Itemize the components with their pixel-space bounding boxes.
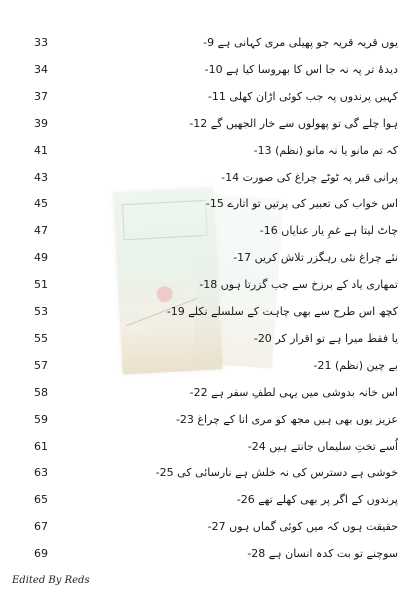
toc-entry-number: 27- (207, 520, 226, 534)
toc-page-number: 69 (34, 547, 48, 561)
toc-entry (168, 168, 398, 188)
toc-row[interactable] (0, 221, 420, 241)
toc-page-number: 55 (34, 331, 48, 345)
toc-page-number: 43 (34, 170, 48, 184)
toc-entry-number: 22- (189, 385, 208, 399)
toc-page-number: 65 (34, 493, 48, 507)
toc-entry-title: اس خواب کی تعبیر کی پرتیں تو اتارے (227, 197, 398, 211)
toc-row[interactable] (0, 275, 420, 295)
toc-entry (168, 87, 398, 107)
toc-entry-number: 26- (236, 493, 255, 507)
toc-row[interactable] (0, 168, 420, 188)
toc-row[interactable] (0, 87, 420, 107)
toc-entry (168, 275, 398, 295)
toc-page-number: 33 (34, 36, 48, 49)
toc-entry-title: نئے چراغ نئی رہگزر تلاش کریں (254, 251, 398, 265)
toc-entry-title: خوشی ہے دسترس کی نہ خلش ہے نارسائی کی (177, 466, 398, 480)
toc-entry (168, 356, 398, 376)
toc-page-number: 57 (34, 358, 48, 372)
toc-entry (168, 221, 398, 241)
toc-entry-title: سوچنے تو بت کدہ انسان ہے (268, 547, 398, 561)
toc-page-number: 58 (34, 385, 48, 399)
toc-entry-number: 15- (205, 197, 224, 211)
toc-entry-title: یوں قریہ قریہ جو پھیلی مری کہانی ہے (217, 36, 398, 49)
toc-entry-number: 25- (155, 466, 174, 480)
toc-entry-number: 19- (166, 305, 185, 318)
toc-entry (168, 437, 398, 457)
toc-page-number: 61 (34, 439, 48, 453)
toc-row[interactable] (0, 329, 420, 349)
toc-row[interactable] (0, 356, 420, 376)
toc-row[interactable] (0, 141, 420, 161)
toc-entry-number: 18- (199, 278, 218, 292)
toc-row[interactable] (0, 33, 420, 53)
toc-row[interactable] (0, 60, 420, 80)
toc-page-number: 34 (34, 62, 48, 76)
toc-page-number: 67 (34, 520, 48, 534)
toc-entry-number: 11- (207, 89, 226, 103)
toc-entry-title: چاٹ لیتا ہے غمِ یار عنایاں (281, 224, 398, 238)
toc-entry-number: 21- (313, 358, 332, 372)
toc-entry (168, 60, 398, 80)
toc-row[interactable] (0, 248, 420, 268)
editor-credit: Edited By Reds (12, 575, 90, 586)
toc-entry-number: 9- (203, 36, 215, 49)
toc-entry-title: اس خانہ بدوشی میں یہی لطفِ سفر ہے (211, 385, 398, 399)
toc-entry-number: 28- (247, 547, 266, 561)
toc-entry-number: 24- (247, 439, 266, 453)
toc-page-number: 47 (34, 224, 48, 238)
toc-row[interactable] (0, 437, 420, 457)
toc-entry-number: 20- (253, 331, 272, 345)
toc-row[interactable] (0, 517, 420, 537)
toc-row[interactable] (0, 114, 420, 134)
toc-entry-number: 13- (253, 143, 272, 157)
toc-entry-title: یا فقط میرا ہے تو اقرار کر (275, 331, 398, 345)
toc-page-number: 63 (34, 466, 48, 480)
toc-entry (168, 490, 398, 510)
toc-row[interactable] (0, 194, 420, 214)
toc-entry-title: تمھاری یاد کے برزخ سے جب گزرتا ہوں (220, 278, 398, 292)
toc-row[interactable] (0, 544, 420, 564)
toc-entry (168, 517, 398, 537)
toc-entry (168, 141, 398, 161)
toc-entry-title: عزیز یوں بھی ہیں مجھ کو مری انا کے چراغ (197, 412, 398, 426)
toc-entry (168, 194, 398, 214)
toc-entry (168, 114, 398, 134)
toc-page-number: 45 (34, 197, 48, 211)
toc-page-number: 49 (34, 251, 48, 265)
toc-entry-title: کہ تم مانو یا نہ مانو (نظم) (275, 143, 398, 157)
toc-entry-title: کچھ اس طرح سے بھی چاہت کے سلسلے نکلے (188, 305, 398, 318)
toc-entry-number: 12- (189, 116, 208, 130)
toc-entry-title: بے چین (نظم) (335, 358, 398, 372)
toc-entry-title: اُسے تختِ سلیماں جانتے ہیں (269, 439, 398, 453)
toc-page-number: 51 (34, 278, 48, 292)
toc-entry-number: 16- (259, 224, 278, 238)
toc-entry (168, 544, 398, 564)
toc-page-number: 39 (34, 116, 48, 130)
toc-entry-number: 14- (221, 170, 240, 184)
toc-page-number: 37 (34, 89, 48, 103)
toc-row[interactable] (0, 410, 420, 430)
toc-entry-title: حقیقت ہوں کہ میں کوئی گماں ہوں (229, 520, 398, 534)
toc-entry (168, 383, 398, 403)
toc-entry (155, 463, 398, 483)
toc-page-number: 53 (34, 305, 48, 318)
toc-entry-title: کہیں پرندوں پہ جب کوئی اڑان کھلی (229, 89, 398, 103)
toc-entry (168, 248, 398, 268)
toc-entry-title: پرندوں کے اگر پر بھی کھلے تھے (258, 493, 398, 507)
toc-entry (168, 410, 398, 430)
toc-entry-title: دیدۂ تر پہ نہ جا اس کا بھروسا کیا ہے (226, 62, 398, 76)
toc-row[interactable] (0, 302, 420, 322)
toc-page-number: 59 (34, 412, 48, 426)
toc-entry (168, 302, 398, 322)
toc-entry (168, 33, 398, 53)
toc-row[interactable] (0, 383, 420, 403)
toc-entry-title: پرانی قبر پہ ٹوٹے چراغ کی صورت (242, 170, 398, 184)
toc-row[interactable] (0, 490, 420, 510)
toc-row[interactable] (0, 463, 420, 483)
toc-entry-number: 17- (233, 251, 252, 265)
toc-entry-number: 23- (175, 412, 194, 426)
toc-entry-number: 10- (204, 62, 223, 76)
toc-page-number: 41 (34, 143, 48, 157)
toc-entry (168, 329, 398, 349)
toc-entry-title: ہوا چلے گی تو پھولوں سے خار الجھیں گے (210, 116, 398, 130)
